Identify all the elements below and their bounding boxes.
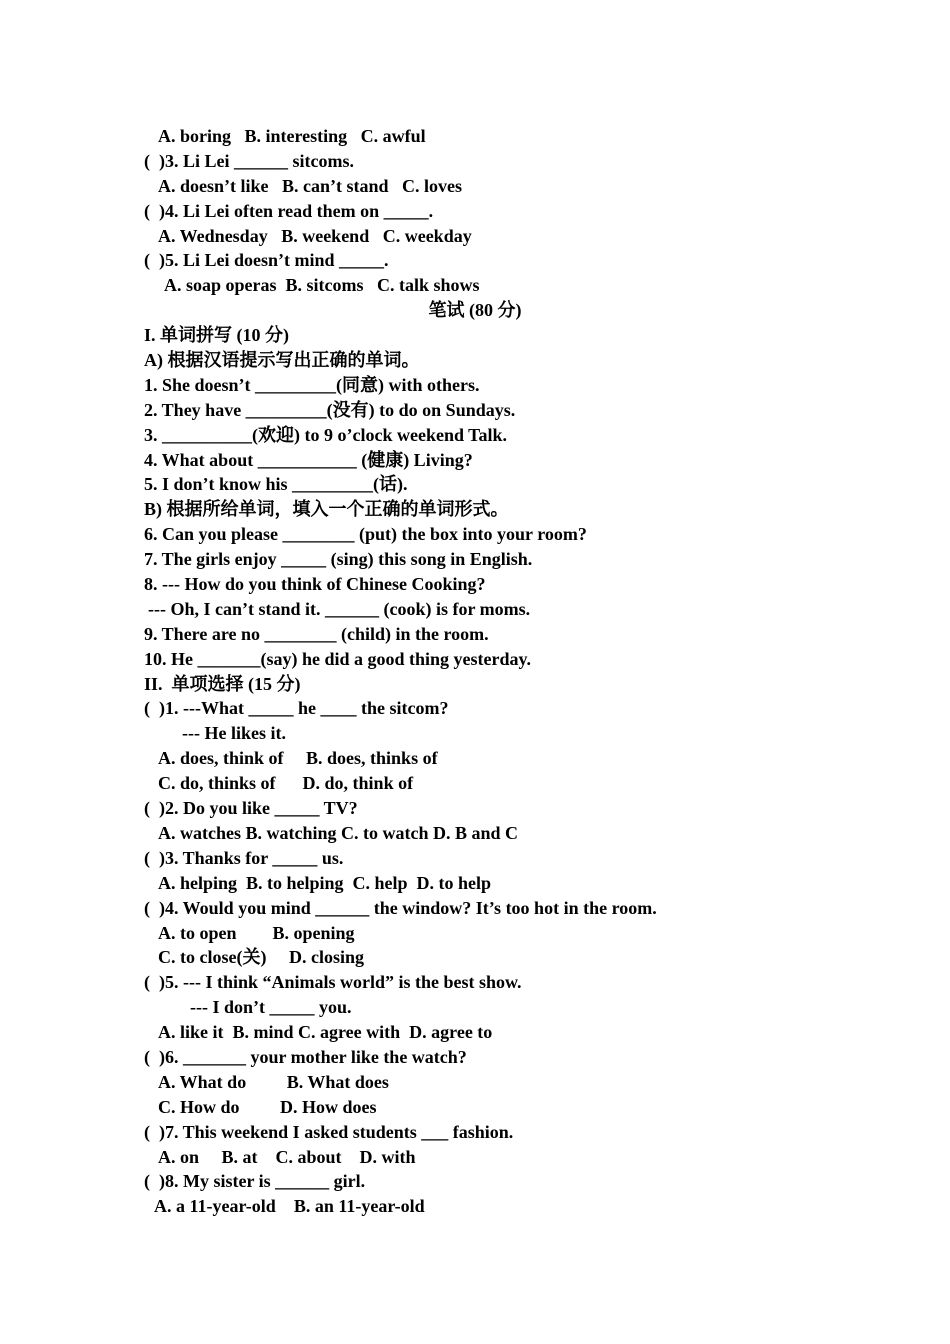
part-b-instruction: B) 根据所给单词，填入一个正确的单词形式。 [144, 499, 509, 520]
choice-q8-options: A. a 11-year-old B. an 11-year-old [154, 1196, 425, 1217]
word-form-item-7: 7. The girls enjoy _____ (sing) this song in English. [144, 549, 533, 570]
listening-q2-options: A. boring B. interesting C. awful [158, 126, 426, 146]
listening-q4-options: A. Wednesday B. weekend C. weekday [158, 225, 472, 246]
spelling-item-3: 3. __________(欢迎) to 9 o’clock weekend Talk. [144, 424, 508, 445]
choice-q2: ( )2. Do you like _____ TV? [144, 798, 358, 819]
choice-q4: ( )4. Would you mind ______ the window? It’s too hot in the room. [144, 897, 657, 918]
word-form-item-10: 10. He _______(say) he did a good thing yesterday. [144, 648, 532, 669]
written-test-heading: 笔试 (80 分) [428, 300, 522, 321]
part-a-instruction: A) 根据汉语提示写出正确的单词。 [144, 350, 420, 371]
section-2-heading: II. 单项选择 (15 分) [144, 673, 301, 694]
spelling-item-2: 2. They have _________(没有) to do on Sundays. [144, 399, 516, 420]
word-form-item-8-reply: --- Oh, I can’t stand it. ______ (cook) is for moms. [148, 598, 531, 619]
choice-q6-options-ab: A. What do B. What does [158, 1071, 389, 1092]
spelling-item-5: 5. I don’t know his _________(话). [144, 474, 408, 495]
choice-q5: ( )5. --- I think “Animals world” is the best show. [144, 972, 522, 993]
choice-q1-reply: --- He likes it. [182, 723, 286, 744]
word-form-item-6: 6. Can you please ________ (put) the box into your room? [144, 524, 587, 545]
section-1-heading: I. 单词拼写 (10 分) [144, 325, 289, 346]
spelling-item-4: 4. What about ___________ (健康) Living? [144, 449, 473, 470]
document-page [0, 124, 950, 1219]
choice-q1-options-ab: A. does, think of B. does, thinks of [158, 748, 438, 769]
choice-q6: ( )6. _______ your mother like the watch? [144, 1046, 467, 1067]
choice-q2-options: A. watches B. watching C. to watch D. B and C [158, 822, 519, 843]
choice-q7-options: A. on B. at C. about D. with [158, 1146, 416, 1167]
listening-q4: ( )4. Li Lei often read them on _____. [144, 200, 434, 221]
word-form-item-8: 8. --- How do you think of Chinese Cooking? [144, 574, 486, 595]
choice-q6-options-cd: C. How do D. How does [158, 1096, 377, 1117]
choice-q4-options-cd: C. to close(关) D. closing [158, 947, 364, 968]
listening-q5-options: A. soap operas B. sitcoms C. talk shows [164, 275, 480, 296]
choice-q7: ( )7. This weekend I asked students ___ fashion. [144, 1121, 514, 1142]
choice-q5-reply: --- I don’t _____ you. [190, 997, 352, 1018]
listening-q3: ( )3. Li Lei ______ sitcoms. [144, 150, 354, 171]
spelling-item-1: 1. She doesn’t _________(同意) with others. [144, 374, 480, 395]
choice-q4-options-ab: A. to open B. opening [158, 922, 355, 943]
choice-q3: ( )3. Thanks for _____ us. [144, 847, 344, 868]
choice-q1-options-cd: C. do, thinks of D. do, think of [158, 773, 414, 794]
listening-q5: ( )5. Li Lei doesn’t mind _____. [144, 250, 389, 271]
choice-q3-options: A. helping B. to helping C. help D. to help [158, 872, 492, 893]
listening-q3-options: A. doesn’t like B. can’t stand C. loves [158, 175, 463, 196]
word-form-item-9: 9. There are no ________ (child) in the room. [144, 623, 489, 644]
choice-q1: ( )1. ---What _____ he ____ the sitcom? [144, 698, 449, 719]
choice-q5-options: A. like it B. mind C. agree with D. agree to [158, 1022, 493, 1043]
choice-q8: ( )8. My sister is ______ girl. [144, 1171, 366, 1192]
